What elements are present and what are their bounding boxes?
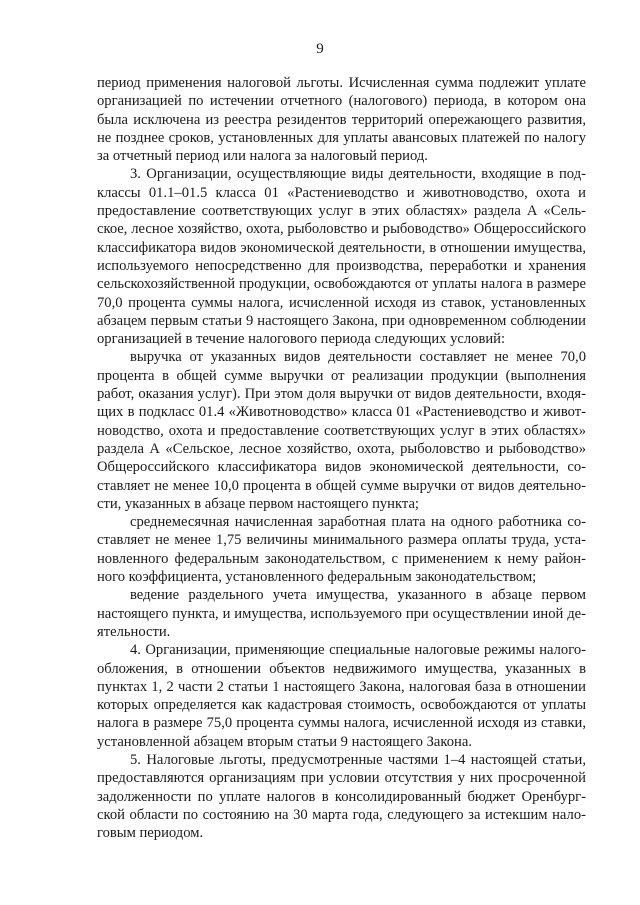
page-number: 9 [316, 41, 324, 57]
paragraph-point-4: 4. Организации, применяющие специальные налоговые режимы налогообложения, в отношении объектов недвижимого имущества, указанных в пунктах 1, 2 части 2 статьи 1 настоящего Закона, налоговая база в отношении которых определяется как кадастровая стоимость, освобождаются от уплаты налога в размере 75,0 процента суммы налога, исчисленной исходя из ставки, установленной абзацем вторым статьи 9 настоящего Закона. [97, 642, 586, 750]
document-body [97, 74, 586, 842]
paragraph-condition-revenue: выручка от указанных видов деятельности составляет не менее 70,0 процента в общей сумме выручки от реализации продукции (выполнения работ, оказания услуг). При этом доля выручки от видов деятельности, входящих в подкласс 01.4 «Животноводство» класса 01 «Растениеводство и животноводство, охота и предоставление соответствующих услуг в этих областях» раздела А «Сельское, лесное хозяйство, охота, рыболовство и рыбоводство» Общероссийского классификатора видов экономической деятельности, составляет не менее 10,0 процента в общей сумме выручки от видов деятельности, указанных в абзаце первом настоящего пункта; [97, 349, 586, 512]
paragraph-point-5: 5. Налоговые льготы, предусмотренные частями 1–4 настоящей статьи, предоставляются организациям при условии отсутствия у них просроченной задолженности по уплате налогов в консолидированный бюджет Оренбургской области по состоянию на 30 марта года, следующего за истекшим налоговым периодом. [97, 751, 586, 842]
paragraph-continuation: период применения налоговой льготы. Исчисленная сумма подлежит уплате организацией по истечении отчетного (налогового) периода, в котором она была исключена из реестра резидентов территорий опережающего развития, не позднее сроков, установленных для уплаты авансовых платежей по налогу за отчетный период или налога за налоговый период. [97, 75, 586, 165]
paragraph-condition-accounting: ведение раздельного учета имущества, указанного в абзаце первом настоящего пункта, и имущества, используемого при осуществлении иной деятельности. [97, 587, 586, 640]
paragraph-point-3: 3. Организации, осуществляющие виды деятельности, входящие в подклассы 01.1–01.5 класса 01 «Растениеводство и животноводство, охота и предоставление соответствующих услуг в этих областях» раздела А «Сельское, лесное хозяйство, охота, рыболовство и рыбоводство» Общероссийского классификатора видов экономической деятельности, в отношении имущества, используемого непосредственно для производства, переработки и хранения сельскохозяйственной продукции, освобождаются от уплаты налога в размере 70,0 процента суммы налога, исчисленной исходя из ставок, установленных абзацем первым статьи 9 настоящего Закона, при одновременном соблюдении организацией в течение налогового периода следующих условий: [97, 166, 586, 348]
paragraph-condition-salary: среднемесячная начисленная заработная плата на одного работника составляет не менее 1,75 величины минимального размера оплаты труда, установленного федеральным законодательством, с применением к нему районного коэффициента, установленного федеральным законодательством; [97, 514, 586, 586]
